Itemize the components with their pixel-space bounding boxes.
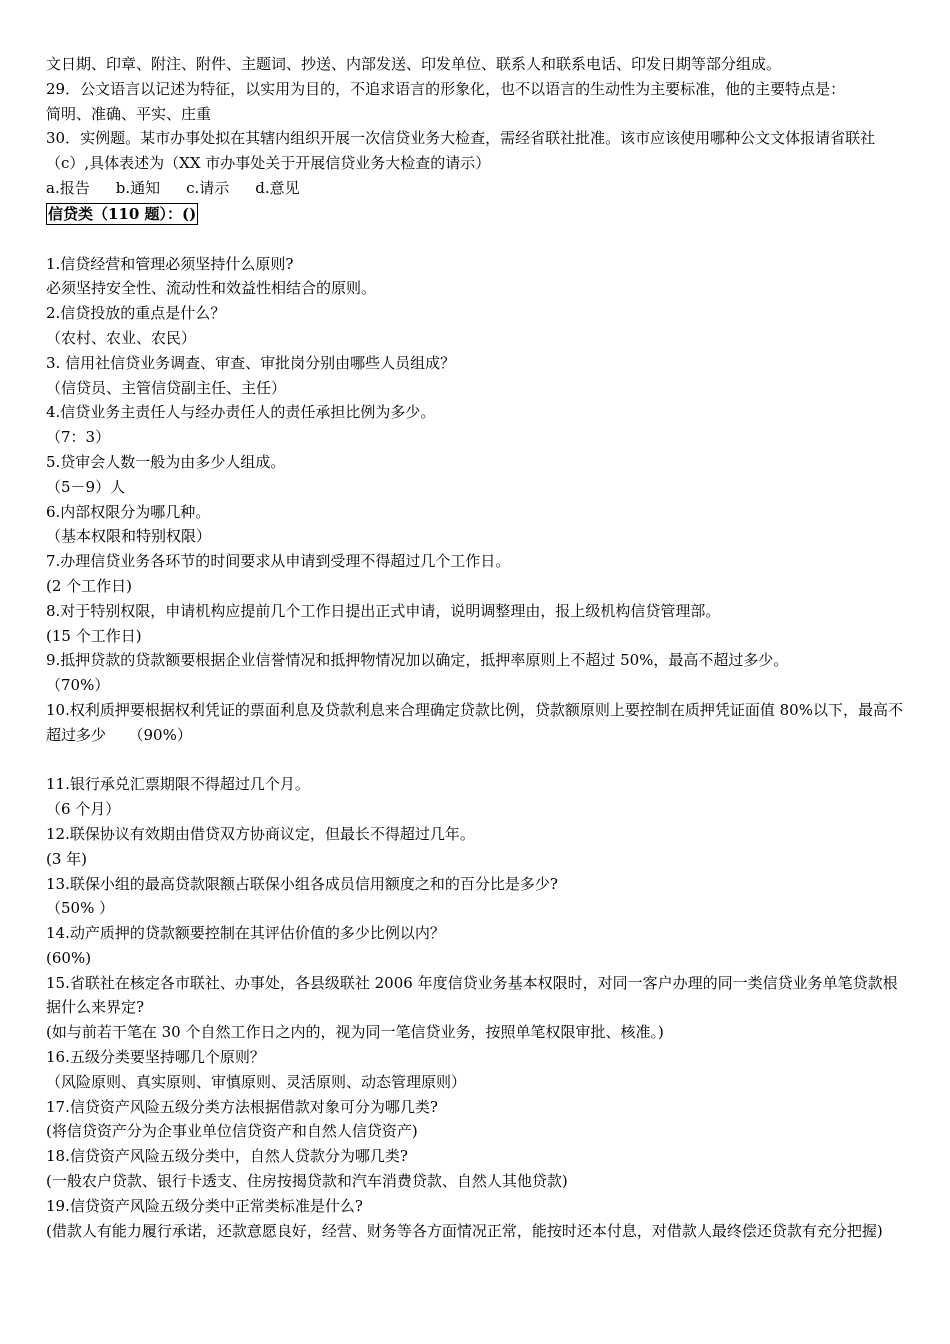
blank-line bbox=[46, 748, 908, 773]
option-a: a.报告 bbox=[46, 178, 90, 197]
question: 12.联保协议有效期由借贷双方协商议定，但最长不得超过几年。 bbox=[46, 824, 475, 843]
question: 4.信贷业务主责任人与经办责任人的责任承担比例为多少。 bbox=[46, 403, 436, 422]
section-title: 信贷类（110 题）：() bbox=[48, 204, 197, 223]
question: 11.银行承兑汇票期限不得超过几个月。 bbox=[46, 775, 310, 794]
option-c: c.请示 bbox=[186, 178, 230, 197]
answer: （风险原则、真实原则、审慎原则、灵活原则、动态管理原则） bbox=[46, 1072, 467, 1091]
question: 9.抵押贷款的贷款额要根据企业信誉情况和抵押物情况加以确定，抵押率原则上不超过 50%，最高不超过多少。 bbox=[46, 651, 789, 670]
question: 1.信贷经营和管理必须坚持什么原则? bbox=[46, 254, 294, 273]
question: 2.信贷投放的重点是什么？ bbox=[46, 304, 226, 323]
question: 17.信贷资产风险五级分类方法根据借款对象可分为哪几类? bbox=[46, 1097, 438, 1116]
question: 8.对于特别权限，申请机构应提前几个工作日提出正式申请，说明调整理由，报上级机构信贷管理部。 bbox=[46, 601, 721, 620]
document-page bbox=[46, 52, 908, 1243]
intro-line: 文日期、印章、附注、附件、主题词、抄送、内部发送、印发单位、联系人和联系电话、印发日期等部分组成。 bbox=[46, 55, 782, 73]
question-29: 29．公文语言以记述为特征，以实用为目的，不追求语言的形象化，也不以语言的生动性为主要标准，他的主要特点是： bbox=[46, 79, 846, 98]
option-b: b.通知 bbox=[115, 178, 161, 197]
question: 14.动产质押的贷款额要控制在其评估价值的多少比例以内？ bbox=[46, 924, 445, 943]
answer: (15 个工作日) bbox=[46, 626, 142, 645]
answer: (如与前若干笔在 30 个自然工作日之内的，视为同一笔信贷业务，按照单笔权限审批、核准。) bbox=[46, 1023, 664, 1042]
answer-29: 简明、准确、平实、庄重 bbox=[46, 104, 212, 123]
question: 7.办理信贷业务各环节的时间要求从申请到受理不得超过几个工作日。 bbox=[46, 552, 511, 571]
answer: (将信贷资产分为企事业单位信贷资产和自然人信贷资产) bbox=[46, 1122, 418, 1141]
answer: （50% ） bbox=[46, 899, 115, 918]
question: 16.五级分类要坚持哪几个原则？ bbox=[46, 1048, 265, 1067]
blank-line bbox=[46, 227, 908, 252]
option-d: d.意见 bbox=[255, 178, 300, 197]
answer: (2 个工作日) bbox=[46, 576, 133, 595]
answer: 必须坚持安全性、流动性和效益性相结合的原则。 bbox=[46, 279, 377, 298]
question: 18.信贷资产风险五级分类中，自然人贷款分为哪几类? bbox=[46, 1147, 408, 1166]
question: 3. 信用社信贷业务调查、审查、审批岗分别由哪些人员组成？ bbox=[46, 353, 456, 372]
question: 13.联保小组的最高贷款限额占联保小组各成员信用额度之和的百分比是多少? bbox=[46, 874, 558, 893]
question: 5.贷审会人数一般为由多少人组成。 bbox=[46, 452, 286, 471]
answer: （70%） bbox=[46, 676, 110, 695]
answer: (借款人有能力履行承诺，还款意愿良好，经营、财务等各方面情况正常，能按时还本付息，对借款人最终偿还贷款有充分把握) bbox=[46, 1221, 883, 1240]
answer: (一般农户贷款、银行卡透支、住房按揭贷款和汽车消费贷款、自然人其他贷款) bbox=[46, 1172, 568, 1191]
answer: (60%) bbox=[46, 948, 92, 967]
answer: （5－9）人 bbox=[46, 477, 126, 496]
answer: （6 个月） bbox=[46, 800, 121, 819]
question: 19.信贷资产风险五级分类中正常类标准是什么? bbox=[46, 1196, 363, 1215]
answer: (3 年) bbox=[46, 849, 88, 868]
answer: （农村、农业、农民） bbox=[46, 328, 197, 347]
question-30: 30．实例题。某市办事处拟在其辖内组织开展一次信贷业务大检查，需经省联社批准。该市应该使用哪种公文文体报请省联社（c）,具体表述为（XX 市办事处关于开展信贷业务大检查的请示） bbox=[46, 129, 876, 173]
question: 15.省联社在核定各市联社、办事处，各县级联社 2006 年度信贷业务基本权限时，对同一客户办理的同一类信贷业务单笔贷款根据什么来界定? bbox=[46, 973, 898, 1017]
answer: （基本权限和特别权限） bbox=[46, 527, 212, 546]
question-30-options bbox=[46, 176, 908, 201]
answer: （信贷员、主管信贷副主任、主任） bbox=[46, 378, 287, 397]
question: 10.权利质押要根据权利凭证的票面利息及贷款利息来合理确定贷款比例，贷款额原则上要控制在质押凭证面值 80%以下，最高不超过多少 （90%） bbox=[46, 700, 903, 744]
question: 6.内部权限分为哪几种。 bbox=[46, 502, 211, 521]
answer: （7：3） bbox=[46, 428, 111, 447]
